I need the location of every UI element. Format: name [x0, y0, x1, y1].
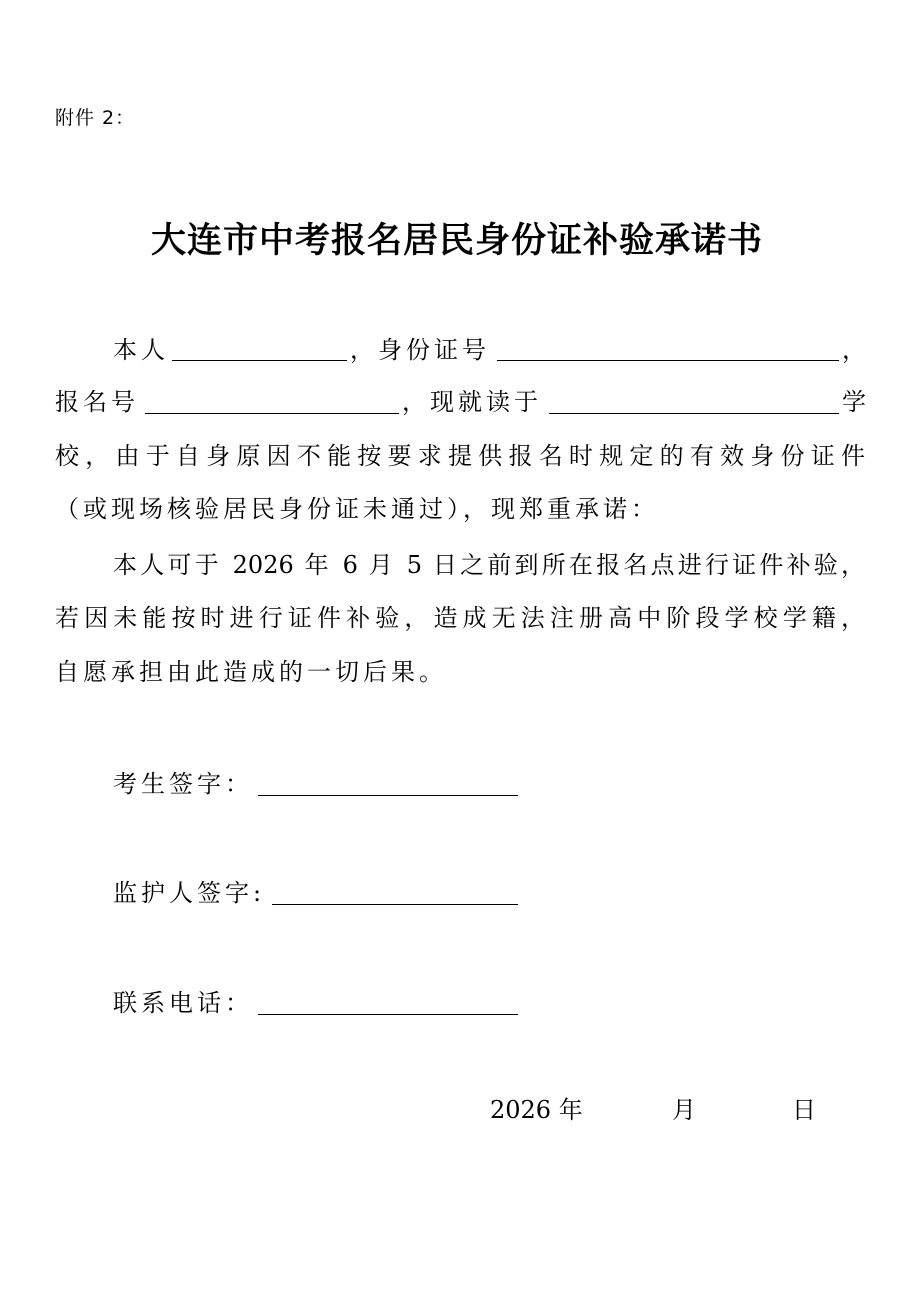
school-blank[interactable] — [549, 413, 839, 414]
school-label: ，现就读于 — [402, 388, 542, 416]
document-title: 大连市中考报名居民身份证补验承诺书 — [150, 220, 763, 261]
promise-line-7: 自愿承担由此造成的一切后果。 — [55, 658, 447, 686]
date-year: 2026 年 — [490, 1096, 583, 1124]
date-month: 月 — [672, 1096, 696, 1124]
phone-label: 联系电话： — [113, 989, 253, 1017]
student-signature-label: 考生签字： — [113, 770, 253, 798]
id-number-label: ，身份证号 — [350, 336, 490, 364]
promise-line-5: 本人可于 2026 年 6 月 5 日之前到所在报名点进行证件补验， — [113, 551, 865, 579]
registration-number-label: 报名号 — [55, 388, 139, 416]
registration-number-blank[interactable] — [145, 413, 399, 414]
phone-blank[interactable] — [258, 1014, 518, 1015]
attachment-label: 附件 2： — [55, 107, 136, 129]
guardian-signature-label: 监护人签字: — [113, 879, 266, 907]
date-day: 日 — [792, 1096, 816, 1124]
name-blank[interactable] — [172, 360, 347, 361]
name-label: 本人 — [113, 336, 169, 364]
promise-line-6: 若因未能按时进行证件补验，造成无法注册高中阶段学校学籍， — [55, 604, 865, 632]
statement-line-3: 校，由于自身原因不能按要求提供报名时规定的有效身份证件 — [55, 442, 865, 470]
line2-end: 学 — [842, 388, 866, 416]
id-number-blank[interactable] — [497, 360, 839, 361]
line1-comma: ， — [842, 336, 866, 364]
student-signature-blank[interactable] — [258, 795, 518, 796]
guardian-signature-blank[interactable] — [272, 904, 518, 905]
statement-line-4: （或现场核验居民身份证未通过），现郑重承诺： — [55, 495, 659, 523]
